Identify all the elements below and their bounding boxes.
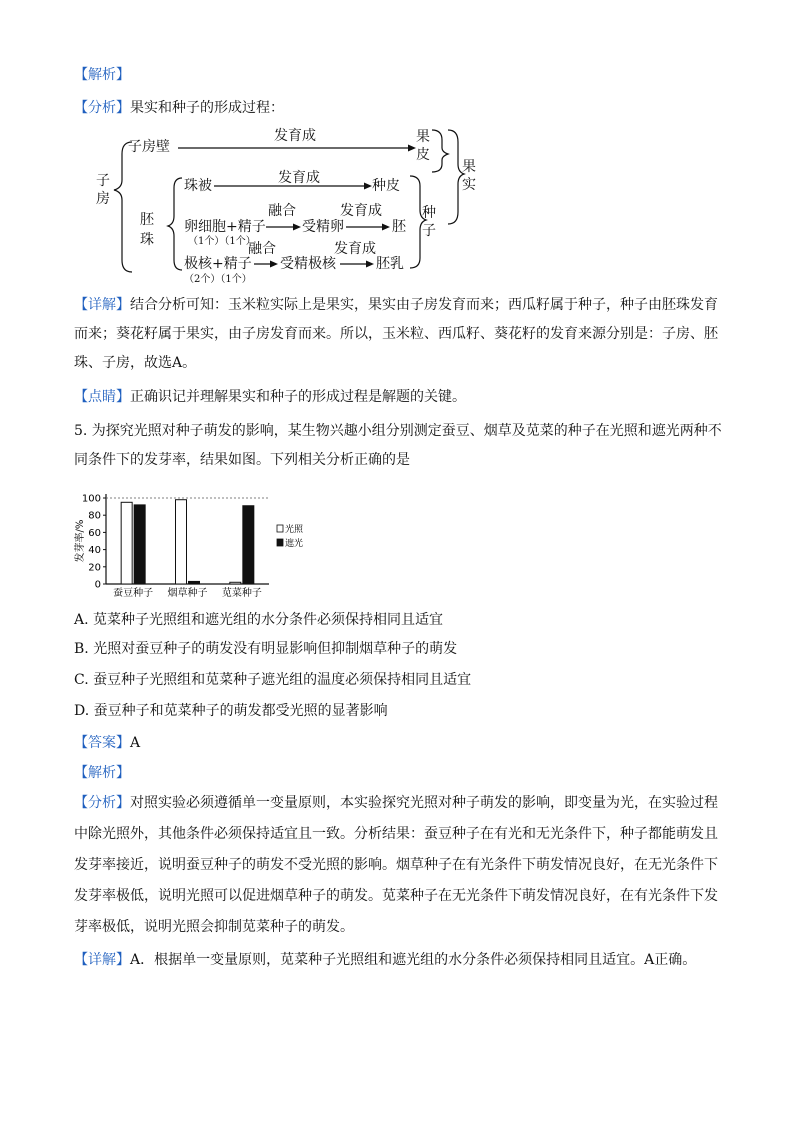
xiangjie-paragraph [74, 291, 724, 378]
label-zhubei: 珠被 [184, 178, 212, 194]
tag-fenxi: 【分析】 [74, 100, 130, 116]
fenxi-line [74, 94, 724, 123]
label-shoujingjihe: 受精极核 [280, 256, 336, 272]
label-zifangbi: 子房壁 [128, 139, 170, 155]
label-fayucheng-3: 发育成 [340, 203, 382, 219]
legend-label-1: 遮光 [285, 539, 304, 549]
label-shoujingluan: 受精卵 [302, 219, 344, 235]
label-fayucheng-2: 发育成 [278, 170, 320, 186]
dianjing-text: 正确识记并理解果实和种子的形成过程是解题的关键。 [130, 389, 466, 405]
y-tick-label-4: 80 [88, 510, 101, 522]
bar-1-0 [176, 500, 187, 584]
bar-1-1 [189, 581, 200, 584]
label-peizhu: 胚珠 [140, 212, 154, 248]
tag-jiexi: 【解析】 [74, 67, 130, 83]
option-c: C. 蚕豆种子光照组和苋菜种子遮光组的温度必须保持相同且适宜 [74, 672, 472, 688]
brace-zifang [114, 142, 132, 272]
label-fayucheng-4: 发育成 [334, 241, 376, 257]
q5-xiangjie-text: A．根据单一变量原则，苋菜种子光照组和遮光组的水分条件必须保持相同且适宜。A正确。 [130, 952, 697, 968]
label-jihe-jingzi: 极核+精子 [184, 256, 252, 272]
label-peiru: 胚乳 [376, 256, 404, 272]
tag-dianjing: 【点睛】 [74, 389, 130, 405]
y-tick-label-2: 40 [88, 545, 101, 557]
q5-tag-fenxi: 【分析】 [74, 795, 130, 811]
label-zifang: 子房 [96, 173, 110, 207]
label-count-2: （2个）（1个） [184, 274, 252, 285]
label-pei: 胚 [392, 219, 406, 235]
legend-swatch-0 [277, 525, 283, 532]
label-luanxibao-jingzi: 卵细胞+精子 [184, 219, 266, 235]
formation-diagram [92, 124, 492, 288]
answer-value: A [130, 735, 141, 751]
legend-swatch-1 [277, 539, 283, 546]
option-b: B. 光照对蚕豆种子的萌发没有明显影响但抑制烟草种子的萌发 [74, 641, 458, 657]
question-5-stem: 5. 为探究光照对种子萌发的影响，某生物兴趣小组分别测定蚕豆、烟草及苋菜的种子在光照和遮光两种不同条件下的发芽率，结果如图。下列相关分析正确的是 [74, 423, 722, 468]
bar-2-1 [243, 506, 254, 584]
y-tick-label-3: 60 [88, 527, 101, 539]
option-d: D. 蚕豆种子和苋菜种子的萌发都受光照的显著影响 [74, 703, 388, 719]
q5-xiangjie-line [74, 946, 724, 975]
bar-0-0 [121, 502, 132, 584]
y-tick-label-5: 100 [81, 493, 101, 505]
label-ronghe-1: 融合 [268, 203, 296, 219]
category-label-2: 苋菜种子 [221, 588, 262, 599]
dianjing-line [74, 383, 724, 412]
fenxi-text: 果实和种子的形成过程： [130, 100, 284, 116]
legend-label-0: 光照 [285, 525, 304, 535]
bar-2-0 [230, 582, 241, 584]
label-fayucheng-1: 发育成 [274, 128, 316, 144]
germination-chart [74, 486, 334, 606]
label-ronghe-2: 融合 [248, 241, 276, 257]
q5-tag-jiexi: 【解析】 [74, 765, 130, 781]
label-zhongzi: 种子 [422, 205, 436, 239]
answer-line [74, 729, 724, 758]
y-axis-label: 发芽率/% [75, 519, 86, 563]
label-zhongpi: 种皮 [372, 178, 400, 194]
q5-fenxi-text: 对照实验必须遵循单一变量原则，本实验探究光照对种子萌发的影响，即变量为光，在实验过程中除光照外，其他条件必须保持适宜且一致。分析结果：蚕豆种子在有光和无光条件下，种子都能萌发且发芽率接近，说明蚕豆种子的萌发不受光照的影响。烟草种子在有光条件下萌发情况良好，在无光条件下发芽率极低，说明光照可以促进烟草种子的萌发。苋菜种子在无光条件下萌发情况良好，在有光条件下发芽率极低，说明光照会抑制苋菜种子的萌发。 [74, 795, 718, 935]
xiangjie-text: 结合分析可知：玉米粒实际上是果实，果实由子房发育而来；西瓜籽属于种子，种子由胚珠发育而来；葵花籽属于果实，由子房发育而来。所以，玉米粒、西瓜籽、葵花籽的发育来源分别是：子房、胚珠、子房，故选A。 [74, 297, 718, 371]
y-tick-label-0: 0 [94, 579, 101, 591]
jiexi-heading [74, 61, 724, 90]
label-guoshi: 果实 [462, 159, 476, 193]
q5-tag-xiangjie: 【详解】 [74, 952, 130, 968]
y-tick-label-1: 20 [88, 562, 101, 574]
bar-0-1 [134, 505, 145, 584]
category-label-1: 烟草种子 [167, 588, 208, 599]
tag-xiangjie: 【详解】 [74, 297, 130, 313]
option-a: A. 苋菜种子光照组和遮光组的水分条件必须保持相同且适宜 [74, 612, 444, 628]
brace-peizhu [168, 178, 182, 270]
category-label-0: 蚕豆种子 [113, 588, 154, 599]
q5-fenxi-paragraph [74, 788, 724, 943]
label-count-1: （1个）（1个） [188, 236, 256, 247]
tag-daan: 【答案】 [74, 735, 130, 751]
label-guopi: 果皮 [416, 129, 430, 163]
q5-jiexi-heading [74, 759, 724, 788]
brace-guopi [432, 130, 448, 172]
